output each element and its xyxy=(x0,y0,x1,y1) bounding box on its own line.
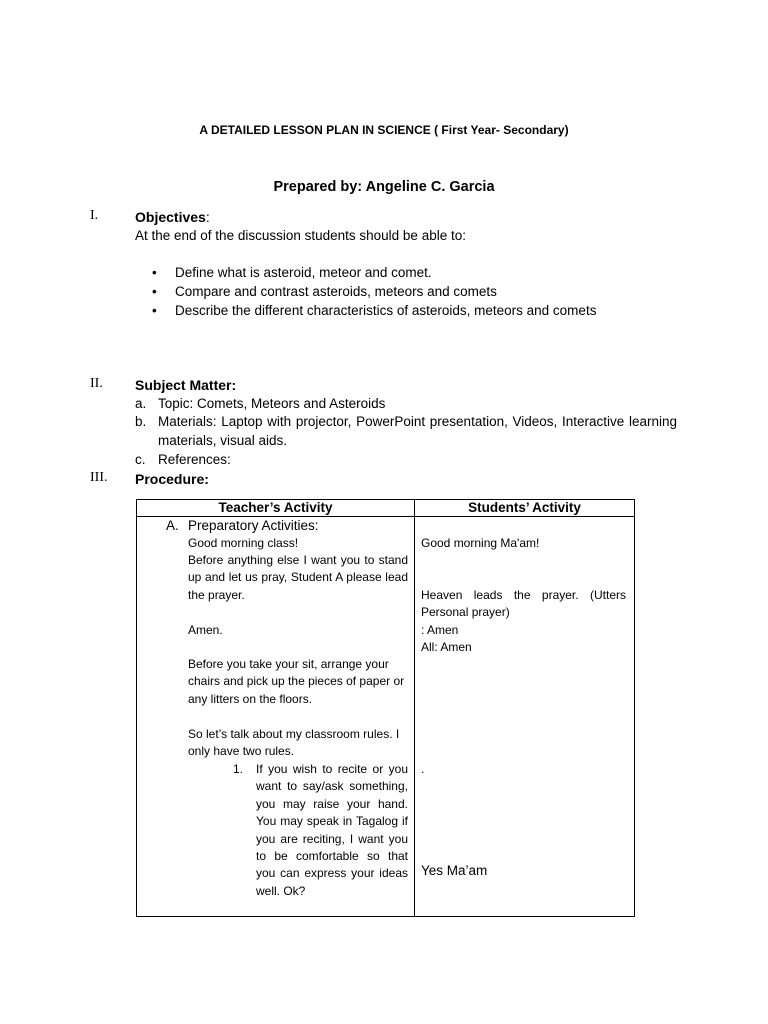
teacher-greeting: Good morning class! xyxy=(188,536,299,550)
students-all-amen: All: Amen xyxy=(421,640,472,654)
students-prayer: Heaven leads the prayer. (Utters Personal prayer) xyxy=(421,588,626,620)
students-dot: . xyxy=(421,762,425,776)
students-activity-cell xyxy=(415,517,635,917)
objectives-list xyxy=(152,263,596,320)
rule-text: If you wish to recite or you want to say/ask something, you may raise your hand. You may speak in Tagalog if you are reciting, I want you to be comfortable so that you can express your ideas well. Ok? xyxy=(256,762,408,898)
objectives-heading-text: Objectives xyxy=(135,209,206,225)
section-label: A. xyxy=(166,518,179,533)
procedure-numeral: III. xyxy=(90,470,108,485)
item-label: b. xyxy=(135,414,147,429)
item-text: Materials: Laptop with projector, PowerPoint presentation, Videos, Interactive learning materials, visual aids. xyxy=(158,414,677,448)
students-greeting: Good morning Ma'am! xyxy=(421,536,540,550)
item-label: c. xyxy=(135,452,146,467)
teacher-arrange-chairs: Before you take your sit, arrange your chairs and pick up the pieces of paper or any litters on the floors. xyxy=(188,657,405,706)
objectives-numeral: I. xyxy=(90,208,99,223)
subject-matter-numeral: II. xyxy=(90,376,103,391)
teacher-activity-header: Teacher’s Activity xyxy=(137,500,415,517)
prepared-by: Prepared by: Angeline C. Garcia xyxy=(273,179,495,195)
procedure-heading: Procedure: xyxy=(135,471,209,487)
students-activity-header: Students’ Activity xyxy=(415,500,635,517)
teacher-amen: Amen. xyxy=(188,623,223,637)
item-text: Topic: Comets, Meteors and Asteroids xyxy=(158,396,386,411)
subject-matter-item xyxy=(135,395,677,414)
objectives-heading xyxy=(135,208,210,227)
objectives-heading-colon: : xyxy=(205,209,210,225)
item-label: a. xyxy=(135,396,147,411)
subject-matter-item xyxy=(135,451,677,470)
teacher-activity-cell xyxy=(137,517,415,917)
subject-matter-heading: Subject Matter: xyxy=(135,377,237,393)
section-title: Preparatory Activities: xyxy=(188,518,319,533)
document-title: A DETAILED LESSON PLAN IN SCIENCE ( First Year- Secondary) xyxy=(199,123,569,137)
item-text: References: xyxy=(158,452,231,467)
rule-number: 1. xyxy=(233,762,244,776)
objective-item: • Compare and contrast asteroids, meteors and comets xyxy=(152,282,596,301)
objective-item: • Define what is asteroid, meteor and comet. xyxy=(152,263,596,282)
objective-item: • Describe the different characteristics of asteroids, meteors and comets xyxy=(152,301,596,320)
teacher-rules-intro: So let’s talk about my classroom rules. I only have two rules. xyxy=(188,727,400,759)
objectives-intro: At the end of the discussion students should be able to: xyxy=(135,228,466,243)
procedure-table xyxy=(136,499,635,917)
subject-matter-item xyxy=(135,413,677,450)
students-amen: : Amen xyxy=(421,623,459,637)
teacher-prayer-request: Before anything else I want you to stand up and let us pray, Student A please lead the prayer. xyxy=(188,553,408,602)
students-yes: Yes Ma’am xyxy=(421,863,488,878)
